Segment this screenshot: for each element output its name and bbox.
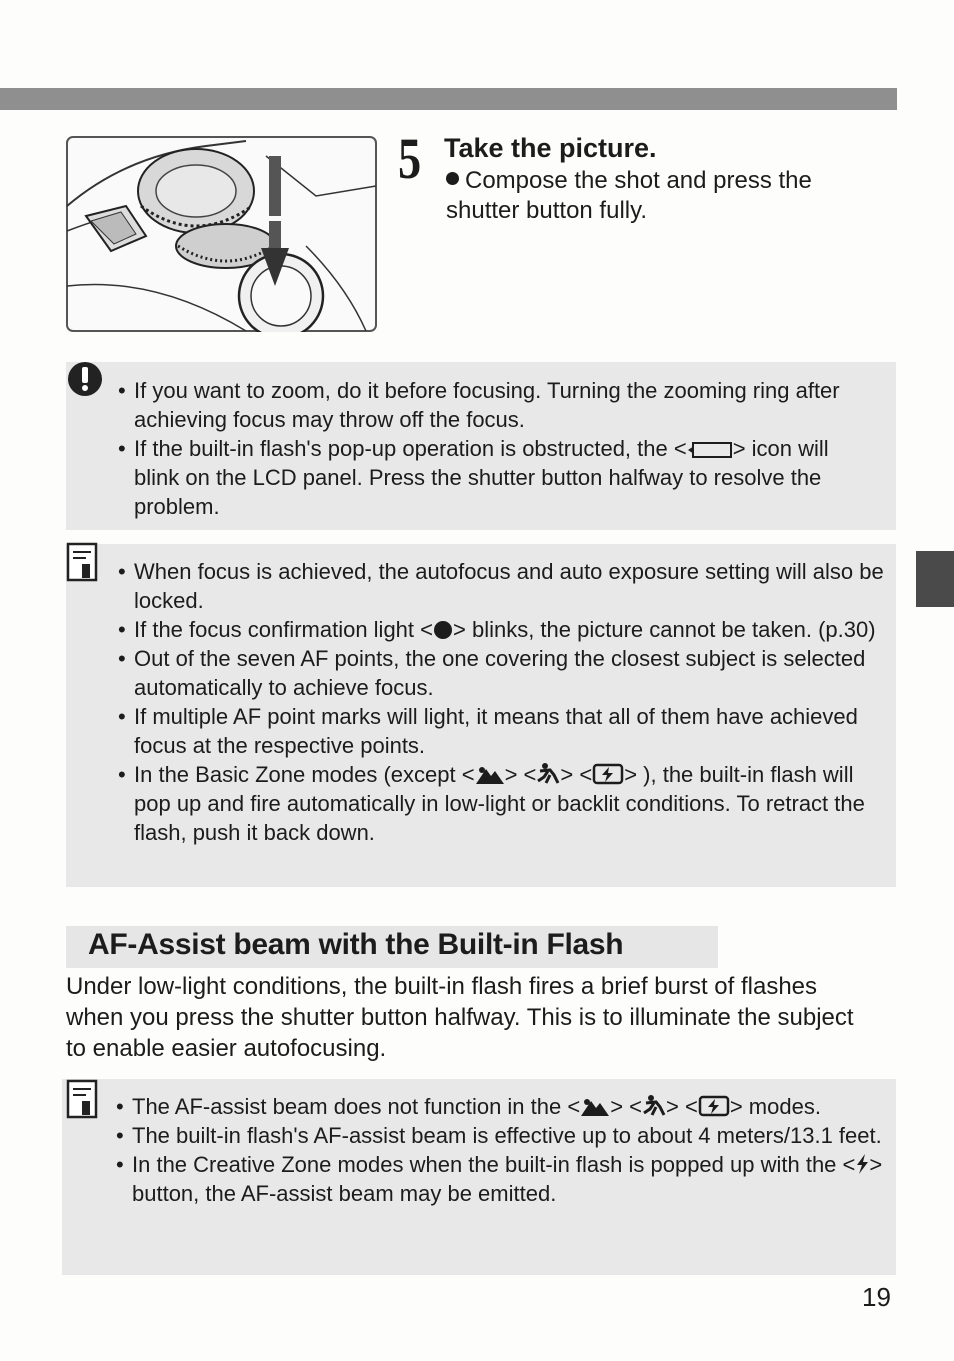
section-body: Under low-light conditions, the built-in flash fires a brief burst of flashes when you press the shutter button halfway. This is to illuminate the subject to enable easier autofocusing.	[66, 973, 854, 1062]
caution-icon	[66, 360, 104, 398]
flash-popup-icon	[687, 441, 733, 459]
landscape-mode-icon	[475, 765, 505, 785]
flash-button-icon	[855, 1153, 869, 1175]
memo-item: • In the Basic Zone modes (except < > < > < > ), the built-in flash will pop up and fire automatically in low-light or backlit conditions. To retract the flash, push it back down.	[118, 760, 888, 847]
camera-shutter-illustration	[66, 136, 377, 332]
section-title: AF-Assist beam with the Built-in Flash	[88, 928, 624, 961]
caution-note	[66, 362, 896, 530]
memo-icon	[66, 542, 98, 582]
caution-item: • If the built-in flash's pop-up operation is obstructed, the < > icon will blink on the LCD panel. Press the shutter button halfway to resolve the problem.	[118, 434, 878, 521]
header-bar	[0, 88, 897, 110]
step-number: 5	[398, 126, 422, 191]
memo-note	[62, 1079, 896, 1275]
flash-off-mode-icon	[592, 763, 624, 785]
memo-item: • The built-in flash's AF-assist beam is effective up to about 4 meters/13.1 feet.	[116, 1121, 886, 1150]
step-title: Take the picture.	[444, 133, 657, 163]
memo-item: • The AF-assist beam does not function in the < > < > < > modes.	[116, 1092, 886, 1121]
bullet-dot-icon	[446, 172, 459, 185]
sports-mode-icon	[642, 1095, 666, 1117]
memo-item: • When focus is achieved, the autofocus and auto exposure setting will also be locked.	[118, 557, 888, 615]
chapter-tab	[916, 551, 954, 607]
flash-off-mode-icon	[698, 1095, 730, 1117]
page-number: 19	[862, 1282, 891, 1312]
memo-item: • If multiple AF point marks will light, it means that all of them have achieved focus at the respective points.	[118, 702, 888, 760]
memo-item: • In the Creative Zone modes when the built-in flash is popped up with the < > button, the AF-assist beam may be emitted.	[116, 1150, 886, 1208]
memo-note	[66, 544, 896, 887]
memo-item: • Out of the seven AF points, the one covering the closest subject is selected automatically to achieve focus.	[118, 644, 888, 702]
memo-icon	[66, 1079, 98, 1119]
step-instruction: Compose the shot and press the shutter button fully.	[446, 167, 812, 224]
caution-item: • If you want to zoom, do it before focusing. Turning the zooming ring after achieving focus may throw off the focus.	[118, 376, 878, 434]
sports-mode-icon	[536, 763, 560, 785]
landscape-mode-icon	[580, 1097, 610, 1117]
memo-item: • If the focus confirmation light < > blinks, the picture cannot be taken. (p.30)	[118, 615, 888, 644]
focus-confirmation-dot-icon	[433, 620, 453, 640]
